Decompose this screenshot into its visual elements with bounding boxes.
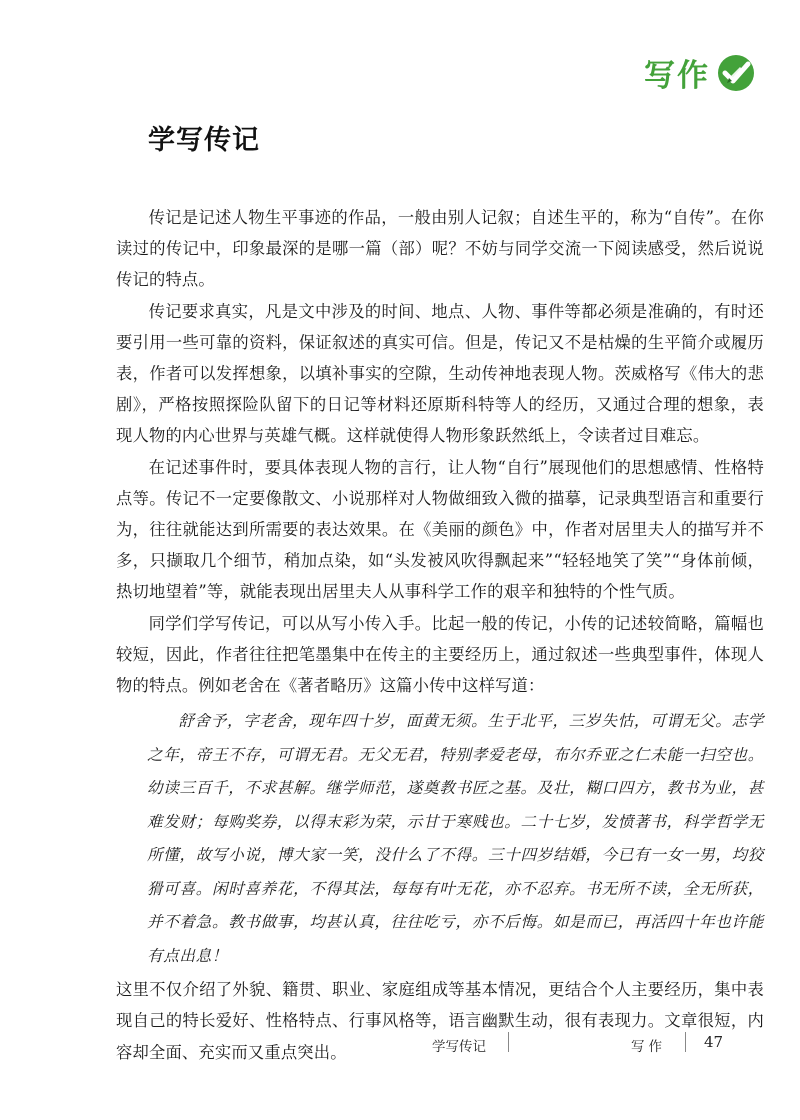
- page-footer: [0, 1032, 800, 1056]
- pen-checkmark-icon: [716, 53, 756, 93]
- laoshe-quote: 舒舍予，字老舍，现年四十岁，面黄无须。生于北平，三岁失怙，可谓无父。志学之年，帝王不存，可谓无君。无父无君，特别孝爱老母，布尔乔亚之仁未能一扫空也。幼读三百千，不求甚解。继学师范，遂奠教书匠之基。及壮，糊口四方，教书为业，甚难发财；每购奖券，以得末彩为荣，示甘于寒贱也。二十七岁，发愤著书，科学哲学无所懂，故写小说，博大家一笑，没什么了不得。三十四岁结婚，今已有一女一男，均狡猾可喜。闲时喜养花，不得其法，每每有叶无花，亦不忍弃。书无所不读，全无所获，并不着急。教书做事，均甚认真，往往吃亏，亦不后悔。如是而已，再活四十年也许能有点出息！: [147, 712, 764, 965]
- section-tag: [644, 50, 756, 95]
- footer-divider: [508, 1032, 509, 1052]
- page-title: 学写传记: [148, 125, 260, 156]
- paragraph-closing: 这里不仅介绍了外貌、籍贯、职业、家庭组成等基本情况，更结合个人主要经历，集中表现自己的特长爱好、性格特点、行事风格等，语言幽默生动，很有表现力。文章很短，内容却全面、充实而又重点突出。: [116, 980, 764, 1062]
- paragraph-short-biography: 同学们学写传记，可以从写小传入手。比起一般的传记，小传的记述较简略，篇幅也较短，因此，作者往往把笔墨集中在传主的主要经历上，通过叙述一些典型事件，体现人物的特点。例如老舍在《著者略历》这篇小传中这样写道：: [116, 613, 764, 696]
- footer-chapter-title: 写作: [631, 1039, 666, 1055]
- paragraph-events: 在记述事件时，要具体表现人物的言行，让人物“自行”展现他们的思想感情、性格特点等。传记不一定要像散文、小说那样对人物做细致入微的描摹，记录典型语言和重要行为，往往就能达到所需要的表达效果。在《美丽的颜色》中，作者对居里夫人的描写并不多，只撷取几个细节，稍加点染，如“头发被风吹得飘起来”“轻轻地笑了笑”“身体前倾，热切地望着”等，就能表现出居里夫人从事科学工作的艰辛和独特的个性气质。: [116, 457, 764, 602]
- page-number: 47: [704, 1033, 724, 1051]
- section-tag-label: 写作: [644, 58, 710, 94]
- footer-divider: [685, 1032, 686, 1052]
- paragraph-authenticity: 传记要求真实，凡是文中涉及的时间、地点、人物、事件等都必须是准确的，有时还要引用一些可靠的资料，保证叙述的真实可信。但是，传记又不是枯燥的生平简介或履历表，作者可以发挥想象，以填补事实的空隙，生动传神地表现人物。茨威格写《伟大的悲剧》，严格按照探险队留下的日记等材料还原斯科特等人的经历，又通过合理的想象，表现人物的内心世界与英雄气概。这样就使得人物形象跃然纸上，令读者过目难忘。: [116, 301, 764, 446]
- footer-section-title: 学写传记: [432, 1039, 486, 1055]
- paragraph-intro: 传记是记述人物生平事迹的作品，一般由别人记叙；自述生平的，称为“自传”。在你读过的传记中，印象最深的是哪一篇（部）呢？不妨与同学交流一下阅读感受，然后说说传记的特点。: [116, 208, 764, 290]
- article-body: [116, 202, 764, 1068]
